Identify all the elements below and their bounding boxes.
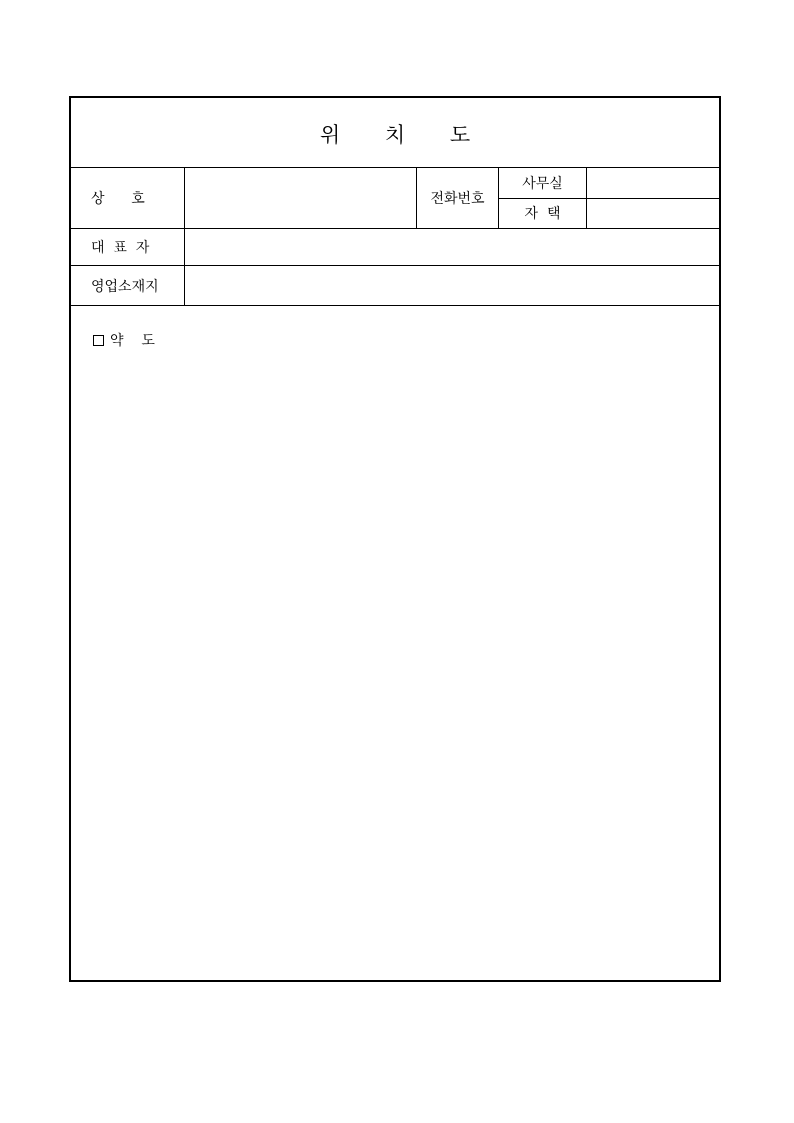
address-field[interactable] <box>185 265 721 306</box>
phone-label: 전화번호 <box>430 191 485 207</box>
trade-name-label: 상 호 <box>91 191 145 207</box>
sketch-header <box>93 330 155 350</box>
row-divider <box>71 265 719 266</box>
sketch-label: 약 도 <box>110 333 155 349</box>
home-phone-label: 자 택 <box>524 206 561 222</box>
column-divider <box>498 168 499 228</box>
column-divider <box>586 168 587 228</box>
location-form <box>69 96 721 982</box>
form-title: 위 치 도 <box>319 122 471 147</box>
address-label: 영업소재지 <box>91 278 159 295</box>
column-divider <box>416 168 417 228</box>
representative-label: 대 표 자 <box>91 239 150 256</box>
representative-field[interactable] <box>185 228 721 265</box>
column-divider <box>184 168 185 306</box>
office-phone-field[interactable] <box>587 168 721 198</box>
office-phone-label: 사무실 <box>522 176 563 192</box>
checkbox-icon <box>93 335 104 346</box>
row-divider <box>71 228 719 229</box>
trade-name-field[interactable] <box>185 168 416 228</box>
sketch-area[interactable] <box>71 306 719 980</box>
phone-divider <box>499 198 719 199</box>
form-title-row <box>71 98 719 168</box>
home-phone-field[interactable] <box>587 198 721 228</box>
